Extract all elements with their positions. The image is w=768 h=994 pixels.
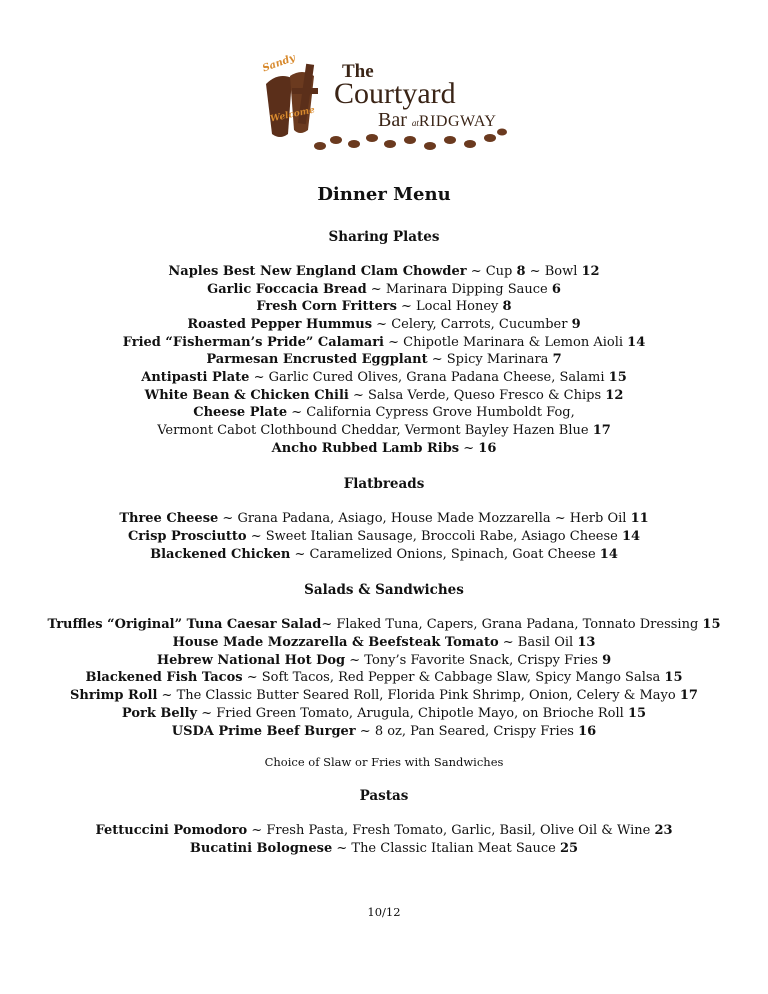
item-desc: ~ Spicy Marinara bbox=[427, 352, 553, 367]
item-price: 15 bbox=[608, 370, 627, 385]
item-name: Three Cheese bbox=[119, 511, 219, 526]
section-heading-sharing-plates: Sharing Plates bbox=[328, 229, 440, 245]
menu-item bbox=[0, 511, 768, 526]
item-name: Fried “Fisherman’s Pride” Calamari bbox=[122, 335, 384, 350]
item-desc: ~ Caramelized Onions, Spinach, Goat Cheese bbox=[290, 547, 600, 562]
section-heading-flatbreads: Flatbreads bbox=[343, 476, 425, 492]
menu-item bbox=[0, 299, 768, 314]
item-desc: ~ Marinara Dipping Sauce bbox=[366, 282, 552, 297]
item-name: Roasted Pepper Hummus bbox=[187, 317, 373, 332]
menu-item bbox=[0, 823, 768, 838]
item-price: 16 bbox=[478, 441, 497, 456]
item-desc: ~ Salsa Verde, Queso Fresco & Chips bbox=[348, 388, 606, 403]
item-desc: ~ bbox=[459, 441, 479, 456]
item-name: Blackened Fish Tacos bbox=[85, 670, 243, 685]
item-name: Blackened Chicken bbox=[150, 547, 291, 562]
menu-item bbox=[0, 670, 768, 685]
item-price: 25 bbox=[559, 841, 579, 856]
section-heading-pastas: Pastas bbox=[359, 788, 409, 804]
item-desc: ~ Local Honey bbox=[396, 299, 503, 314]
logo-at: at bbox=[411, 118, 419, 128]
menu-item bbox=[0, 529, 768, 544]
item-price: 15 bbox=[664, 670, 683, 685]
logo-bar-line bbox=[378, 110, 496, 130]
menu-item bbox=[0, 724, 768, 739]
item-price: 14 bbox=[599, 547, 618, 562]
item-desc: ~ The Classic Butter Seared Roll, Florida Pink Shrimp, Onion, Celery & Mayo bbox=[157, 688, 680, 703]
menu-item bbox=[0, 405, 768, 420]
item-desc: ~ Grana Padana, Asiago, House Made Mozzarella ~ Herb Oil bbox=[218, 511, 631, 526]
item-price: 7 bbox=[552, 352, 562, 367]
item-name: Truffles “Original” Tuna Caesar Salad bbox=[47, 617, 322, 632]
logo-welcome-text: Welcome bbox=[269, 105, 316, 125]
logo-ridgway: RIDGWAY bbox=[418, 113, 497, 130]
item-desc: ~ Fresh Pasta, Fresh Tomato, Garlic, Basil, Olive Oil & Wine bbox=[247, 823, 655, 838]
logo-sandy-text: Sandy bbox=[261, 52, 297, 75]
item-desc: ~ Flaked Tuna, Capers, Grana Padana, Tonnato Dressing bbox=[321, 617, 703, 632]
item-desc: ~ California Cypress Grove Humboldt Fog, bbox=[287, 405, 575, 420]
menu-item bbox=[0, 370, 768, 385]
item-name: Antipasti Plate bbox=[141, 370, 250, 385]
item-name: Naples Best New England Clam Chowder bbox=[168, 264, 467, 279]
item-price: 15 bbox=[627, 706, 647, 721]
menu-item bbox=[0, 317, 768, 332]
item-desc: ~ The Classic Italian Meat Sauce bbox=[332, 841, 560, 856]
menu-item bbox=[0, 547, 768, 562]
item-price: 9 bbox=[602, 653, 612, 668]
item-price-2: 12 bbox=[581, 264, 600, 279]
logo-courtyard: Courtyard bbox=[334, 77, 456, 110]
item-desc: ~ Cup bbox=[466, 264, 517, 279]
item-price: 9 bbox=[571, 317, 581, 332]
item-name: Ancho Rubbed Lamb Ribs bbox=[271, 441, 460, 456]
menu-item bbox=[0, 706, 768, 721]
menu-item bbox=[0, 635, 768, 650]
item-desc: ~ 8 oz, Pan Seared, Crispy Fries bbox=[355, 724, 579, 739]
item-price: 16 bbox=[578, 724, 597, 739]
item-price: 6 bbox=[551, 282, 561, 297]
page-number: 10/12 bbox=[367, 905, 401, 919]
item-desc: ~ Basil Oil bbox=[498, 635, 578, 650]
page-title: Dinner Menu bbox=[317, 184, 451, 205]
item-desc: Vermont Cabot Clothbound Cheddar, Vermont Bayley Hazen Blue bbox=[157, 423, 593, 438]
menu-item bbox=[0, 617, 768, 632]
menu-item bbox=[0, 388, 768, 403]
item-price: 11 bbox=[630, 511, 649, 526]
item-price: 8 bbox=[516, 264, 526, 279]
item-name: Cheese Plate bbox=[193, 405, 288, 420]
menu-item bbox=[0, 841, 768, 856]
item-price: 17 bbox=[679, 688, 698, 703]
item-name: House Made Mozzarella & Beefsteak Tomato bbox=[172, 635, 499, 650]
menu-item bbox=[0, 441, 768, 456]
item-desc: ~ Sweet Italian Sausage, Broccoli Rabe, Asiago Cheese bbox=[246, 529, 622, 544]
restaurant-logo bbox=[256, 48, 514, 152]
item-name: USDA Prime Beef Burger bbox=[171, 724, 356, 739]
section-heading-salads-sandwiches: Salads & Sandwiches bbox=[304, 582, 464, 598]
item-price: 23 bbox=[654, 823, 673, 838]
item-price: 8 bbox=[502, 299, 512, 314]
item-desc: ~ Tony’s Favorite Snack, Crispy Fries bbox=[345, 653, 603, 668]
item-name: Crisp Prosciutto bbox=[127, 529, 247, 544]
item-name: Garlic Foccacia Bread bbox=[207, 282, 367, 297]
menu-item bbox=[0, 423, 768, 438]
menu-item bbox=[0, 352, 768, 367]
item-name: White Bean & Chicken Chili bbox=[144, 388, 349, 403]
menu-item bbox=[0, 335, 768, 350]
item-name: Shrimp Roll bbox=[70, 688, 158, 703]
item-price: 15 bbox=[702, 617, 721, 632]
item-price: 17 bbox=[592, 423, 611, 438]
item-price: 13 bbox=[577, 635, 596, 650]
item-name: Parmesan Encrusted Eggplant bbox=[206, 352, 428, 367]
sandwich-note: Choice of Slaw or Fries with Sandwiches bbox=[264, 755, 504, 769]
item-desc: ~ Fried Green Tomato, Arugula, Chipotle Mayo, on Brioche Roll bbox=[197, 706, 628, 721]
item-name: Pork Belly bbox=[121, 706, 198, 721]
item-desc: ~ Chipotle Marinara & Lemon Aioli bbox=[384, 335, 628, 350]
item-desc: ~ Celery, Carrots, Cucumber bbox=[372, 317, 572, 332]
item-name: Bucatini Bolognese bbox=[189, 841, 333, 856]
menu-item bbox=[0, 653, 768, 668]
menu-item bbox=[0, 688, 768, 703]
item-desc: ~ Garlic Cured Olives, Grana Padana Cheese, Salami bbox=[249, 370, 609, 385]
item-name: Fresh Corn Fritters bbox=[256, 299, 397, 314]
item-name: Hebrew National Hot Dog bbox=[156, 653, 346, 668]
item-extra: ~ Bowl bbox=[525, 264, 582, 279]
item-price: 14 bbox=[621, 529, 641, 544]
item-price: 12 bbox=[605, 388, 624, 403]
item-name: Fettuccini Pomodoro bbox=[95, 823, 248, 838]
logo-bar: Bar bbox=[378, 109, 407, 131]
logo-the: The bbox=[342, 61, 374, 82]
menu-item bbox=[0, 264, 768, 279]
item-desc: ~ Soft Tacos, Red Pepper & Cabbage Slaw, Spicy Mango Salsa bbox=[242, 670, 665, 685]
item-price: 14 bbox=[627, 335, 646, 350]
menu-item bbox=[0, 282, 768, 297]
